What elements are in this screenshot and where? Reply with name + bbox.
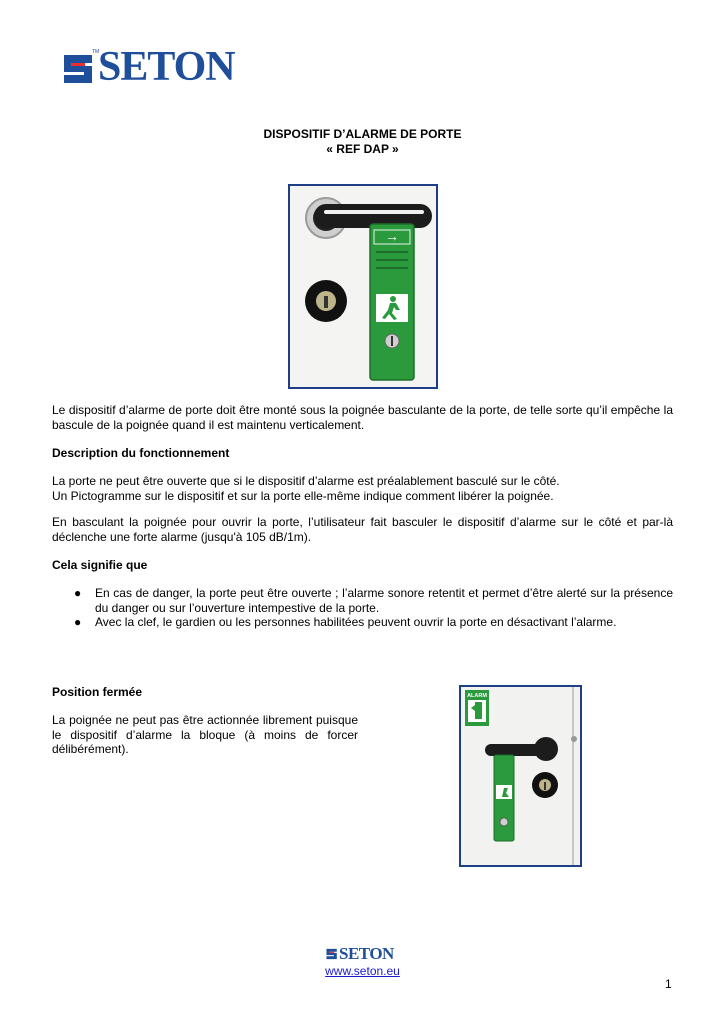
header-logo [60, 44, 260, 90]
bullet-dot: ● [74, 586, 82, 600]
bullet-dot: ● [74, 615, 82, 629]
trademark-mark: TM [92, 49, 100, 55]
heading-description: Description du fonctionnement [52, 446, 230, 460]
closed-door-alarm-illustration [461, 687, 580, 865]
description-line-2: Un Pictogramme sur le dispositif et sur la porte elle-même indique comment libérer la poignée. [52, 488, 554, 503]
page-number: 1 [665, 977, 672, 991]
website-link[interactable]: www.seton.eu [325, 964, 400, 978]
description-paragraph-1 [52, 474, 673, 503]
intro-paragraph: Le dispositif d’alarme de porte doit être monté sous la poignée basculante de la porte, de telle sorte qu’il empêche la bascule de la poignée quand il est maintenu verticalement. [52, 403, 673, 432]
sign-arrow: → [385, 228, 399, 244]
bullet-item [52, 586, 673, 615]
meaning-bullet-list [52, 586, 673, 630]
footer-logo [325, 945, 405, 963]
seton-logo-mark [60, 51, 98, 87]
title-line-2: « REF DAP » [326, 142, 399, 156]
bullet-text: Avec la clef, le gardien ou les personnes habilitées peuvent ouvrir la porte en désactivant l’alarme. [95, 615, 617, 629]
bullet-item [52, 615, 673, 630]
door-alarm-illustration [290, 186, 436, 387]
sticker-label: ALARM [467, 693, 487, 699]
description-paragraph-2: En basculant la poignée pour ouvrir la porte, l’utilisateur fait basculer le dispositif d’alarme sur le côté et par-là déclenche une forte alarme (jusqu'à 105 dB/1m). [52, 515, 673, 544]
closed-position-text: La poignée ne peut pas être actionnée librement puisque le dispositif d’alarme la bloque (à moins de forcer délibérément). [52, 713, 358, 756]
heading-closed-position: Position fermée [52, 685, 143, 699]
bullet-text: En cas de danger, la porte peut être ouverte ; l’alarme sonore retentit et permet d’être alerté sur la présence du danger ou sur l’ouverture intempestive de la porte. [95, 586, 673, 615]
heading-meaning: Cela signifie que [52, 558, 148, 572]
product-photo-top [288, 184, 438, 389]
seton-logo-mark-small [325, 947, 339, 961]
title-line-1: DISPOSITIF D’ALARME DE PORTE [263, 127, 462, 141]
footer-link-wrap [0, 962, 725, 980]
logo-text: SETON [98, 44, 235, 90]
description-line-1: La porte ne peut être ouverte que si le dispositif d’alarme est préalablement basculé sur le côté. [52, 474, 560, 488]
footer-logo-text: SETON [339, 944, 394, 963]
product-photo-bottom [459, 685, 582, 867]
document-title [0, 127, 725, 157]
